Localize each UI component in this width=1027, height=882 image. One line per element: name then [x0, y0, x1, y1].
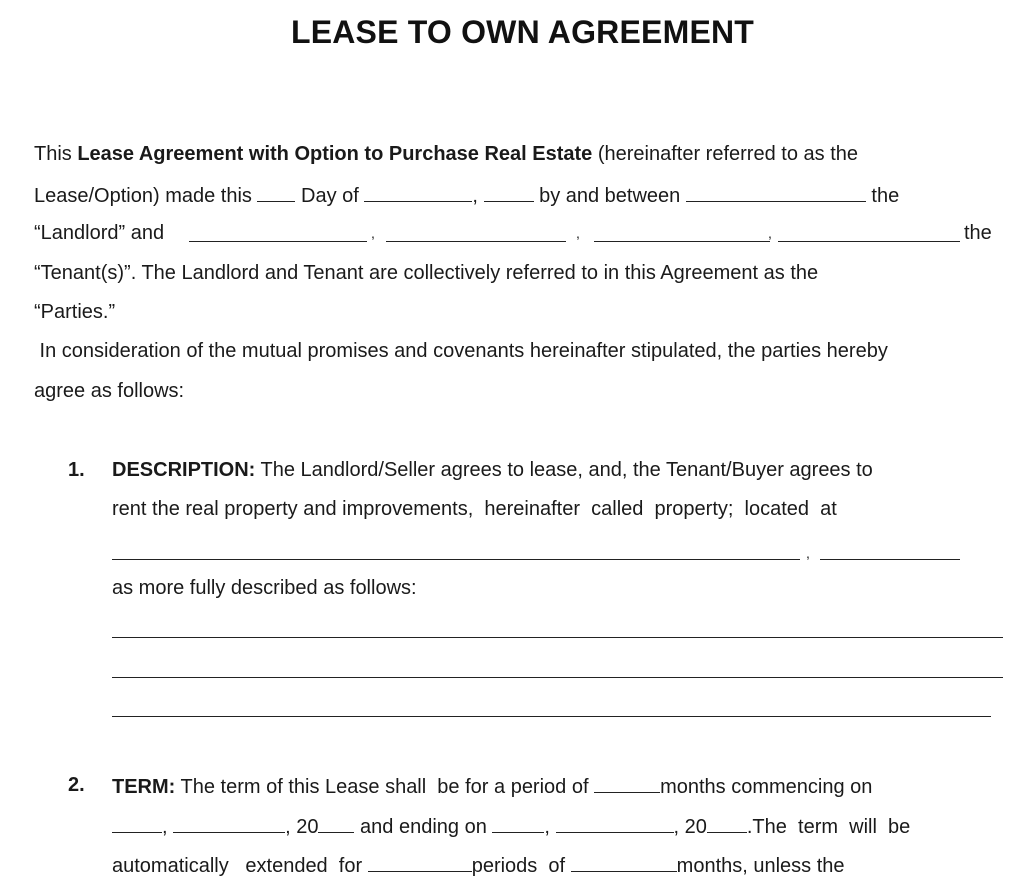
section-1-line-2: rent the real property and improvements, hereinafter called property; located at — [112, 498, 837, 520]
section-1-number: 1. — [68, 459, 85, 481]
end-month-blank[interactable] — [556, 813, 674, 833]
intro-line-3 — [34, 221, 164, 245]
intro-text: by and between — [533, 185, 686, 207]
start-year-blank[interactable] — [318, 813, 354, 833]
section-2-text: , — [162, 816, 174, 838]
intro-text: the — [964, 222, 992, 244]
section-1-line-3: as more fully described as follows: — [112, 577, 417, 599]
separator-comma: , — [576, 225, 580, 241]
section-1-heading: DESCRIPTION: — [112, 459, 256, 481]
section-2-line-1 — [112, 773, 872, 799]
section-2-text: periods of — [471, 855, 571, 877]
intro-text: Lease/Option) made this — [34, 185, 258, 207]
property-city-blank[interactable] — [820, 559, 960, 560]
separator-comma: , — [768, 225, 772, 241]
year-blank[interactable] — [484, 182, 534, 202]
property-description-line-3[interactable] — [112, 716, 991, 717]
separator-comma: , — [371, 225, 375, 241]
intro-text: , — [472, 185, 484, 207]
end-day-blank[interactable] — [492, 813, 544, 833]
intro-line-1 — [34, 142, 858, 166]
intro-line-4: “Tenant(s)”. The Landlord and Tenant are collectively referred to in this Agreement as the — [34, 262, 819, 284]
agreement-name: Lease Agreement with Option to Purchase Real Estate — [77, 143, 593, 165]
section-2-text: and ending on — [354, 816, 493, 838]
separator-comma: , — [806, 545, 810, 561]
intro-text: (hereinafter referred to as the — [592, 143, 858, 165]
section-2-text: months, unless the — [676, 855, 845, 877]
extension-periods-blank[interactable] — [368, 852, 472, 872]
tenant-name-blank-1[interactable] — [189, 241, 367, 242]
section-2-text: , — [544, 816, 556, 838]
intro-text: the — [865, 185, 900, 207]
tenant-name-blank-2[interactable] — [386, 241, 566, 242]
tenant-name-blank-4[interactable] — [778, 241, 960, 242]
intro-line-6: In consideration of the mutual promises and covenants hereinafter stipulated, the parties hereby — [34, 340, 888, 362]
section-2-text: months commencing on — [660, 776, 873, 798]
intro-text: “Landlord” and — [34, 222, 165, 244]
document-title: LEASE TO OWN AGREEMENT — [290, 14, 755, 50]
section-2-text: , 20 — [285, 816, 319, 838]
section-2-text: automatically extended for — [112, 855, 368, 877]
section-2-line-2 — [112, 813, 910, 839]
start-month-blank[interactable] — [173, 813, 285, 833]
section-2-text: .The term will be — [746, 816, 911, 838]
intro-line-5: “Parties.” — [34, 301, 116, 323]
property-address-blank[interactable] — [112, 559, 800, 560]
end-year-blank[interactable] — [707, 813, 747, 833]
section-2-heading: TERM: — [112, 776, 176, 798]
landlord-name-blank[interactable] — [686, 182, 866, 202]
section-2-number: 2. — [68, 774, 85, 796]
day-blank[interactable] — [257, 182, 295, 202]
month-blank[interactable] — [364, 182, 472, 202]
section-1-line-1 — [112, 458, 873, 482]
property-description-line-1[interactable] — [112, 637, 1003, 638]
section-2-line-3 — [112, 852, 845, 878]
term-months-blank[interactable] — [594, 773, 660, 793]
section-2-text: The term of this Lease shall be for a period of — [175, 776, 595, 798]
extension-months-blank[interactable] — [571, 852, 677, 872]
intro-text: This — [34, 143, 78, 165]
start-day-blank[interactable] — [112, 813, 162, 833]
property-description-line-2[interactable] — [112, 677, 1003, 678]
intro-line-2 — [34, 182, 899, 208]
section-2-text: , 20 — [673, 816, 707, 838]
intro-line-7: agree as follows: — [34, 380, 185, 402]
section-1-text: The Landlord/Seller agrees to lease, and, the Tenant/Buyer agrees to — [255, 459, 873, 481]
tenant-name-blank-3[interactable] — [594, 241, 770, 242]
intro-text: Day of — [295, 185, 365, 207]
